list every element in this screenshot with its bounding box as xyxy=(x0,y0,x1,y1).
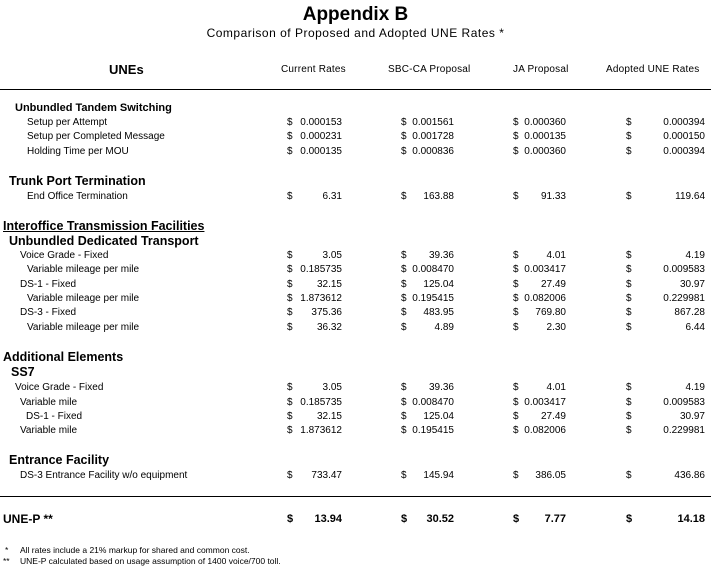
currency-symbol: $ xyxy=(287,117,293,128)
currency-symbol: $ xyxy=(287,293,293,304)
cell-adopted: 0.009583 xyxy=(663,264,705,275)
cell-sbc: 0.008470 xyxy=(412,264,454,275)
currency-symbol: $ xyxy=(401,293,407,304)
cell-sbc: 125.04 xyxy=(423,279,454,290)
currency-symbol: $ xyxy=(401,250,407,261)
table-row xyxy=(0,117,711,131)
row-label: DS-1 - Fixed xyxy=(26,411,83,422)
total-divider xyxy=(0,496,711,497)
currency-symbol: $ xyxy=(287,382,293,393)
cell-current: 0.185735 xyxy=(300,397,342,408)
row-label: Variable mileage per mile xyxy=(27,264,140,275)
currency-symbol: $ xyxy=(401,191,407,202)
cell-adopted: 0.229981 xyxy=(663,293,705,304)
cell-ja: 7.77 xyxy=(544,513,566,525)
currency-symbol: $ xyxy=(626,397,632,408)
table-row xyxy=(0,250,711,264)
currency-symbol: $ xyxy=(626,191,632,202)
footnote-mark: * xyxy=(5,545,9,555)
total-row xyxy=(0,513,711,527)
currency-symbol: $ xyxy=(287,470,293,481)
currency-symbol: $ xyxy=(626,411,632,422)
cell-ja: 0.003417 xyxy=(524,397,566,408)
currency-symbol: $ xyxy=(626,279,632,290)
currency-symbol: $ xyxy=(513,411,519,422)
cell-current: 0.185735 xyxy=(300,264,342,275)
currency-symbol: $ xyxy=(287,264,293,275)
table-row xyxy=(0,425,711,439)
currency-symbol: $ xyxy=(513,470,519,481)
currency-symbol: $ xyxy=(513,513,520,525)
cell-adopted: 6.44 xyxy=(685,322,705,333)
currency-symbol: $ xyxy=(626,513,633,525)
section-trunk-port: Trunk Port Termination xyxy=(9,174,146,188)
row-label: Setup per Completed Message xyxy=(27,131,165,142)
column-header-sbc: SBC-CA Proposal xyxy=(388,64,471,75)
table-row xyxy=(0,191,711,205)
currency-symbol: $ xyxy=(287,425,293,436)
currency-symbol: $ xyxy=(513,322,519,333)
cell-current: 32.15 xyxy=(316,279,342,290)
cell-sbc: 30.52 xyxy=(426,513,454,525)
currency-symbol: $ xyxy=(401,397,407,408)
section-interoffice: Interoffice Transmission Facilities xyxy=(3,219,205,233)
cell-current: 3.05 xyxy=(322,250,342,261)
cell-ja: 769.80 xyxy=(535,307,566,318)
table-row xyxy=(0,307,711,321)
cell-adopted: 14.18 xyxy=(677,513,705,525)
currency-symbol: $ xyxy=(401,131,407,142)
row-label: Holding Time per MOU xyxy=(27,146,129,157)
footnote-text: All rates include a 21% markup for shared and common cost. xyxy=(20,545,250,555)
section-udt: Unbundled Dedicated Transport xyxy=(9,234,199,248)
currency-symbol: $ xyxy=(287,279,293,290)
cell-adopted: 30.97 xyxy=(679,411,705,422)
cell-sbc: 0.001728 xyxy=(412,131,454,142)
cell-current: 1.873612 xyxy=(300,293,342,304)
currency-symbol: $ xyxy=(287,397,293,408)
cell-sbc: 4.89 xyxy=(434,322,454,333)
currency-symbol: $ xyxy=(626,250,632,261)
row-label: Variable mileage per mile xyxy=(27,322,140,333)
row-label: UNE-P ** xyxy=(3,512,53,526)
section-additional: Additional Elements xyxy=(3,350,124,364)
table-row xyxy=(0,382,711,396)
row-label: Variable mileage per mile xyxy=(27,293,140,304)
row-label: DS-3 Entrance Facility w/o equipment xyxy=(20,470,188,481)
currency-symbol: $ xyxy=(513,293,519,304)
currency-symbol: $ xyxy=(626,307,632,318)
column-header-current: Current Rates xyxy=(281,64,346,75)
currency-symbol: $ xyxy=(287,307,293,318)
cell-current: 1.873612 xyxy=(300,425,342,436)
currency-symbol: $ xyxy=(287,322,293,333)
cell-current: 32.15 xyxy=(316,411,342,422)
cell-adopted: 30.97 xyxy=(679,279,705,290)
cell-adopted: 0.000150 xyxy=(663,131,705,142)
currency-symbol: $ xyxy=(287,146,293,157)
currency-symbol: $ xyxy=(287,513,294,525)
currency-symbol: $ xyxy=(401,264,407,275)
currency-symbol: $ xyxy=(287,131,293,142)
row-label: Voice Grade - Fixed xyxy=(20,250,109,261)
currency-symbol: $ xyxy=(513,425,519,436)
cell-current: 3.05 xyxy=(322,382,342,393)
currency-symbol: $ xyxy=(626,293,632,304)
row-label: DS-1 - Fixed xyxy=(20,279,77,290)
currency-symbol: $ xyxy=(513,191,519,202)
table-row xyxy=(0,322,711,336)
cell-sbc: 483.95 xyxy=(423,307,454,318)
row-label: Variable mile xyxy=(20,397,78,408)
cell-adopted: 0.009583 xyxy=(663,397,705,408)
row-label: End Office Termination xyxy=(27,191,128,202)
currency-symbol: $ xyxy=(626,131,632,142)
cell-sbc: 125.04 xyxy=(423,411,454,422)
cell-ja: 91.33 xyxy=(540,191,566,202)
currency-symbol: $ xyxy=(626,425,632,436)
cell-adopted: 4.19 xyxy=(685,382,705,393)
table-row xyxy=(0,264,711,278)
cell-current: 733.47 xyxy=(311,470,342,481)
currency-symbol: $ xyxy=(513,131,519,142)
cell-ja: 0.000135 xyxy=(524,131,566,142)
cell-ja: 0.000360 xyxy=(524,146,566,157)
cell-sbc: 0.008470 xyxy=(412,397,454,408)
currency-symbol: $ xyxy=(401,279,407,290)
currency-symbol: $ xyxy=(287,411,293,422)
cell-sbc: 0.000836 xyxy=(412,146,454,157)
table-row xyxy=(0,470,711,484)
table-row xyxy=(0,279,711,293)
currency-symbol: $ xyxy=(401,117,407,128)
currency-symbol: $ xyxy=(513,397,519,408)
table-row xyxy=(0,397,711,411)
cell-sbc: 0.001561 xyxy=(412,117,454,128)
cell-ja: 386.05 xyxy=(535,470,566,481)
footnote-text: UNE-P calculated based on usage assumption of 1400 voice/700 toll. xyxy=(20,556,281,566)
cell-sbc: 0.195415 xyxy=(412,425,454,436)
section-entrance: Entrance Facility xyxy=(9,453,110,467)
cell-ja: 0.082006 xyxy=(524,425,566,436)
currency-symbol: $ xyxy=(626,470,632,481)
row-label: DS-3 - Fixed xyxy=(20,307,77,318)
cell-current: 0.000153 xyxy=(300,117,342,128)
row-label: Variable mile xyxy=(20,425,78,436)
footnote-mark: ** xyxy=(3,556,10,566)
cell-ja: 4.01 xyxy=(546,382,566,393)
cell-ja: 27.49 xyxy=(540,279,566,290)
page-title: Appendix B xyxy=(302,4,409,25)
currency-symbol: $ xyxy=(513,279,519,290)
currency-symbol: $ xyxy=(401,411,407,422)
currency-symbol: $ xyxy=(401,146,407,157)
cell-adopted: 119.64 xyxy=(675,191,705,202)
cell-ja: 27.49 xyxy=(540,411,566,422)
table-row xyxy=(0,293,711,307)
currency-symbol: $ xyxy=(287,191,293,202)
header-divider xyxy=(0,89,711,90)
cell-ja: 0.082006 xyxy=(524,293,566,304)
page-subtitle: Comparison of Proposed and Adopted UNE Rates * xyxy=(206,26,505,40)
cell-current: 6.31 xyxy=(322,191,342,202)
cell-current: 36.32 xyxy=(316,322,342,333)
cell-sbc: 163.88 xyxy=(423,191,454,202)
cell-ja: 2.30 xyxy=(546,322,566,333)
currency-symbol: $ xyxy=(401,425,407,436)
cell-ja: 0.003417 xyxy=(524,264,566,275)
cell-current: 0.000231 xyxy=(300,131,342,142)
column-header-adopted: Adopted UNE Rates xyxy=(606,64,700,75)
currency-symbol: $ xyxy=(287,250,293,261)
currency-symbol: $ xyxy=(626,117,632,128)
currency-symbol: $ xyxy=(401,307,407,318)
cell-adopted: 0.000394 xyxy=(663,146,705,157)
currency-symbol: $ xyxy=(513,264,519,275)
currency-symbol: $ xyxy=(513,250,519,261)
cell-adopted: 0.229981 xyxy=(663,425,705,436)
currency-symbol: $ xyxy=(401,322,407,333)
currency-symbol: $ xyxy=(401,382,407,393)
table-row xyxy=(0,411,711,425)
cell-adopted: 4.19 xyxy=(685,250,705,261)
currency-symbol: $ xyxy=(626,146,632,157)
currency-symbol: $ xyxy=(626,322,632,333)
cell-sbc: 39.36 xyxy=(428,382,454,393)
cell-sbc: 145.94 xyxy=(423,470,454,481)
currency-symbol: $ xyxy=(513,382,519,393)
currency-symbol: $ xyxy=(513,117,519,128)
cell-current: 13.94 xyxy=(314,513,342,525)
currency-symbol: $ xyxy=(401,513,408,525)
cell-ja: 0.000360 xyxy=(524,117,566,128)
cell-adopted: 0.000394 xyxy=(663,117,705,128)
table-row xyxy=(0,131,711,145)
row-label: Setup per Attempt xyxy=(27,117,108,128)
cell-current: 375.36 xyxy=(311,307,342,318)
currency-symbol: $ xyxy=(626,382,632,393)
cell-ja: 4.01 xyxy=(546,250,566,261)
cell-sbc: 39.36 xyxy=(428,250,454,261)
currency-symbol: $ xyxy=(401,470,407,481)
cell-adopted: 436.86 xyxy=(674,470,705,481)
section-ss7: SS7 xyxy=(11,365,35,379)
cell-adopted: 867.28 xyxy=(674,307,705,318)
cell-current: 0.000135 xyxy=(300,146,342,157)
cell-sbc: 0.195415 xyxy=(412,293,454,304)
currency-symbol: $ xyxy=(626,264,632,275)
currency-symbol: $ xyxy=(513,307,519,318)
column-header-unes: UNEs xyxy=(109,62,144,77)
currency-symbol: $ xyxy=(513,146,519,157)
column-header-ja: JA Proposal xyxy=(513,64,569,75)
row-label: Voice Grade - Fixed xyxy=(15,382,104,393)
section-tandem-switching: Unbundled Tandem Switching xyxy=(15,102,172,114)
table-row xyxy=(0,146,711,160)
